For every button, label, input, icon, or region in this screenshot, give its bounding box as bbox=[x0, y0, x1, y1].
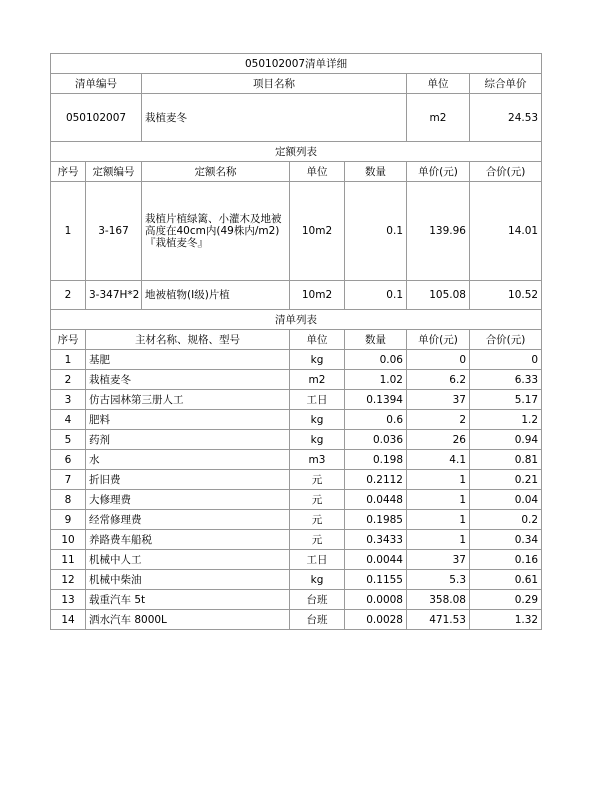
material-price: 1 bbox=[407, 470, 470, 490]
material-no: 13 bbox=[51, 590, 86, 610]
title-row bbox=[51, 54, 542, 74]
material-unit: 元 bbox=[290, 490, 345, 510]
quota-name: 地被植物(I级)片植 bbox=[142, 281, 290, 310]
material-name: 大修理费 bbox=[86, 490, 290, 510]
material-no: 12 bbox=[51, 570, 86, 590]
material-row bbox=[51, 410, 542, 430]
quota-unit: 10m2 bbox=[290, 182, 345, 281]
code-header: 清单编号 bbox=[51, 74, 142, 94]
table-title: 050102007清单详细 bbox=[51, 54, 542, 74]
material-row bbox=[51, 450, 542, 470]
quota-section-row bbox=[51, 142, 542, 162]
quota-col-no: 序号 bbox=[51, 162, 86, 182]
material-no: 5 bbox=[51, 430, 86, 450]
material-no: 8 bbox=[51, 490, 86, 510]
material-row bbox=[51, 390, 542, 410]
material-qty: 1.02 bbox=[345, 370, 407, 390]
material-row bbox=[51, 350, 542, 370]
material-total: 1.32 bbox=[470, 610, 542, 630]
material-unit: kg bbox=[290, 430, 345, 450]
material-row bbox=[51, 550, 542, 570]
quota-qty: 0.1 bbox=[345, 281, 407, 310]
material-no: 4 bbox=[51, 410, 86, 430]
item-price: 24.53 bbox=[470, 94, 542, 142]
material-row bbox=[51, 590, 542, 610]
material-qty: 0.1394 bbox=[345, 390, 407, 410]
material-no: 7 bbox=[51, 470, 86, 490]
material-row bbox=[51, 370, 542, 390]
material-price: 4.1 bbox=[407, 450, 470, 470]
material-unit: 台班 bbox=[290, 590, 345, 610]
material-total: 0.2 bbox=[470, 510, 542, 530]
material-no: 11 bbox=[51, 550, 86, 570]
item-code: 050102007 bbox=[51, 94, 142, 142]
material-col-unit: 单位 bbox=[290, 330, 345, 350]
material-total: 0.29 bbox=[470, 590, 542, 610]
material-price: 6.2 bbox=[407, 370, 470, 390]
quota-no: 1 bbox=[51, 182, 86, 281]
material-price: 26 bbox=[407, 430, 470, 450]
material-total: 0.94 bbox=[470, 430, 542, 450]
material-qty: 0.1985 bbox=[345, 510, 407, 530]
material-qty: 0.0028 bbox=[345, 610, 407, 630]
material-name: 药剂 bbox=[86, 430, 290, 450]
quota-code: 3-167 bbox=[86, 182, 142, 281]
quota-col-unit: 单位 bbox=[290, 162, 345, 182]
quota-price: 105.08 bbox=[407, 281, 470, 310]
material-col-price: 单价(元) bbox=[407, 330, 470, 350]
material-name: 基肥 bbox=[86, 350, 290, 370]
material-price: 2 bbox=[407, 410, 470, 430]
material-col-qty: 数量 bbox=[345, 330, 407, 350]
item-unit: m2 bbox=[407, 94, 470, 142]
material-unit: 元 bbox=[290, 470, 345, 490]
quota-row bbox=[51, 281, 542, 310]
material-total: 6.33 bbox=[470, 370, 542, 390]
item-name: 栽植麦冬 bbox=[142, 94, 407, 142]
material-qty: 0.6 bbox=[345, 410, 407, 430]
material-row bbox=[51, 490, 542, 510]
material-total: 0.61 bbox=[470, 570, 542, 590]
material-price: 1 bbox=[407, 530, 470, 550]
material-price: 1 bbox=[407, 510, 470, 530]
material-name: 折旧费 bbox=[86, 470, 290, 490]
quota-unit: 10m2 bbox=[290, 281, 345, 310]
quota-price: 139.96 bbox=[407, 182, 470, 281]
quota-no: 2 bbox=[51, 281, 86, 310]
material-name: 仿古园林第三册人工 bbox=[86, 390, 290, 410]
price-header: 综合单价 bbox=[470, 74, 542, 94]
material-total: 0 bbox=[470, 350, 542, 370]
material-unit: kg bbox=[290, 350, 345, 370]
material-qty: 0.2112 bbox=[345, 470, 407, 490]
material-qty: 0.036 bbox=[345, 430, 407, 450]
material-unit: 元 bbox=[290, 510, 345, 530]
material-name: 机械中柴油 bbox=[86, 570, 290, 590]
name-header: 项目名称 bbox=[142, 74, 407, 94]
item-row bbox=[51, 94, 542, 142]
material-col-total: 合价(元) bbox=[470, 330, 542, 350]
material-unit: kg bbox=[290, 410, 345, 430]
material-no: 1 bbox=[51, 350, 86, 370]
quota-total: 10.52 bbox=[470, 281, 542, 310]
quota-col-qty: 数量 bbox=[345, 162, 407, 182]
material-row bbox=[51, 470, 542, 490]
material-row bbox=[51, 610, 542, 630]
material-name: 经常修理费 bbox=[86, 510, 290, 530]
material-col-no: 序号 bbox=[51, 330, 86, 350]
header-row bbox=[51, 74, 542, 94]
material-unit: 元 bbox=[290, 530, 345, 550]
material-qty: 0.0448 bbox=[345, 490, 407, 510]
material-qty: 0.0044 bbox=[345, 550, 407, 570]
material-qty: 0.06 bbox=[345, 350, 407, 370]
material-price: 0 bbox=[407, 350, 470, 370]
material-total: 0.16 bbox=[470, 550, 542, 570]
material-name: 栽植麦冬 bbox=[86, 370, 290, 390]
material-qty: 0.3433 bbox=[345, 530, 407, 550]
material-unit: m3 bbox=[290, 450, 345, 470]
quota-header-row bbox=[51, 162, 542, 182]
material-name: 水 bbox=[86, 450, 290, 470]
material-no: 14 bbox=[51, 610, 86, 630]
material-qty: 0.1155 bbox=[345, 570, 407, 590]
quota-col-code: 定额编号 bbox=[86, 162, 142, 182]
material-section-title: 清单列表 bbox=[51, 310, 542, 330]
material-no: 6 bbox=[51, 450, 86, 470]
material-qty: 0.198 bbox=[345, 450, 407, 470]
quota-col-price: 单价(元) bbox=[407, 162, 470, 182]
material-unit: 台班 bbox=[290, 610, 345, 630]
quota-row bbox=[51, 182, 542, 281]
material-row bbox=[51, 510, 542, 530]
quota-col-name: 定额名称 bbox=[142, 162, 290, 182]
material-price: 358.08 bbox=[407, 590, 470, 610]
material-price: 1 bbox=[407, 490, 470, 510]
material-price: 37 bbox=[407, 390, 470, 410]
material-name: 肥料 bbox=[86, 410, 290, 430]
quota-col-total: 合价(元) bbox=[470, 162, 542, 182]
material-no: 9 bbox=[51, 510, 86, 530]
material-row bbox=[51, 530, 542, 550]
material-header-row bbox=[51, 330, 542, 350]
material-no: 3 bbox=[51, 390, 86, 410]
material-unit: 工日 bbox=[290, 390, 345, 410]
material-name: 载重汽车 5t bbox=[86, 590, 290, 610]
material-section-row bbox=[51, 310, 542, 330]
material-name: 养路费车船税 bbox=[86, 530, 290, 550]
material-total: 0.81 bbox=[470, 450, 542, 470]
material-unit: 工日 bbox=[290, 550, 345, 570]
material-unit: kg bbox=[290, 570, 345, 590]
bill-detail-table bbox=[50, 53, 542, 630]
material-price: 37 bbox=[407, 550, 470, 570]
material-total: 0.04 bbox=[470, 490, 542, 510]
material-row bbox=[51, 570, 542, 590]
material-no: 2 bbox=[51, 370, 86, 390]
material-price: 5.3 bbox=[407, 570, 470, 590]
material-total: 0.34 bbox=[470, 530, 542, 550]
material-row bbox=[51, 430, 542, 450]
quota-name: 栽植片植绿篱、小灌木及地被高度在40cm内(49株内/m2)『栽植麦冬』 bbox=[142, 182, 290, 281]
material-price: 471.53 bbox=[407, 610, 470, 630]
unit-header: 单位 bbox=[407, 74, 470, 94]
material-name: 洒水汽车 8000L bbox=[86, 610, 290, 630]
quota-qty: 0.1 bbox=[345, 182, 407, 281]
quota-total: 14.01 bbox=[470, 182, 542, 281]
material-col-name: 主材名称、规格、型号 bbox=[86, 330, 290, 350]
material-qty: 0.0008 bbox=[345, 590, 407, 610]
material-name: 机械中人工 bbox=[86, 550, 290, 570]
material-no: 10 bbox=[51, 530, 86, 550]
material-unit: m2 bbox=[290, 370, 345, 390]
material-total: 0.21 bbox=[470, 470, 542, 490]
material-total: 5.17 bbox=[470, 390, 542, 410]
material-total: 1.2 bbox=[470, 410, 542, 430]
quota-section-title: 定额列表 bbox=[51, 142, 542, 162]
quota-code: 3-347H*2 bbox=[86, 281, 142, 310]
